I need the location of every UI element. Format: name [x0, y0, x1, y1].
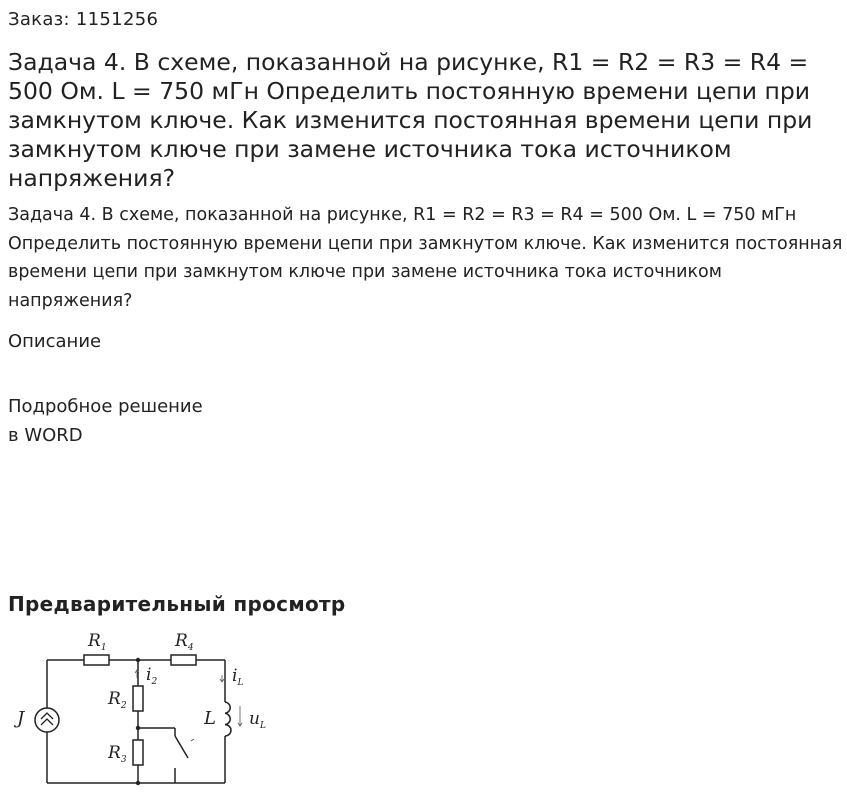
- resistor-r1: [84, 655, 109, 665]
- solution-line-2: в WORD: [8, 425, 83, 446]
- junction-top: [136, 658, 140, 662]
- solution-line-1: Подробное решение: [8, 396, 203, 417]
- task-description: Задача 4. В схеме, показанной на рисунке, R1 = R2 = R3 = R4 = 500 Ом. L = 750 мГн Определить постоянную времени цепи при замкнутом ключе. Как изменится постоянная времени цепи при замкнутом ключе при замене источника тока источником напряжения?: [8, 205, 843, 311]
- label-r4: $R_4$: [175, 631, 194, 653]
- resistor-r4: [171, 655, 196, 665]
- junction-mid: [136, 726, 140, 730]
- junction-bottom: [136, 781, 140, 785]
- resistor-r3: [133, 740, 143, 765]
- inductor-icon: [225, 702, 231, 736]
- order-number: Заказ: 1151256: [8, 9, 159, 30]
- page-title: Задача 4. В схеме, показанной на рисунке, R1 = R2 = R3 = R4 = 500 Ом. L = 750 мГн Определить постоянную времени цепи при замкнутом ключе. Как изменится постоянная времени цепи при замкнутом ключе при замене источника тока источником напряжения?: [8, 48, 813, 192]
- label-r3: $R_3$: [108, 743, 127, 765]
- solution-info: [8, 392, 203, 450]
- current-source-icon: [35, 708, 59, 732]
- label-r2: $R_2$: [108, 689, 127, 711]
- description-heading: Описание: [8, 331, 102, 352]
- label-source: J: [17, 708, 25, 729]
- preview-heading: Предварительный просмотр: [8, 592, 346, 616]
- label-inductor: L: [204, 708, 216, 729]
- label-i2: $i_2$: [146, 665, 158, 687]
- label-r1: $R_1$: [88, 631, 107, 653]
- label-il: $i_L$: [232, 666, 244, 688]
- label-ul: $u_L$: [249, 709, 266, 731]
- circuit-diagram: [0, 620, 290, 795]
- resistor-r2: [133, 686, 143, 711]
